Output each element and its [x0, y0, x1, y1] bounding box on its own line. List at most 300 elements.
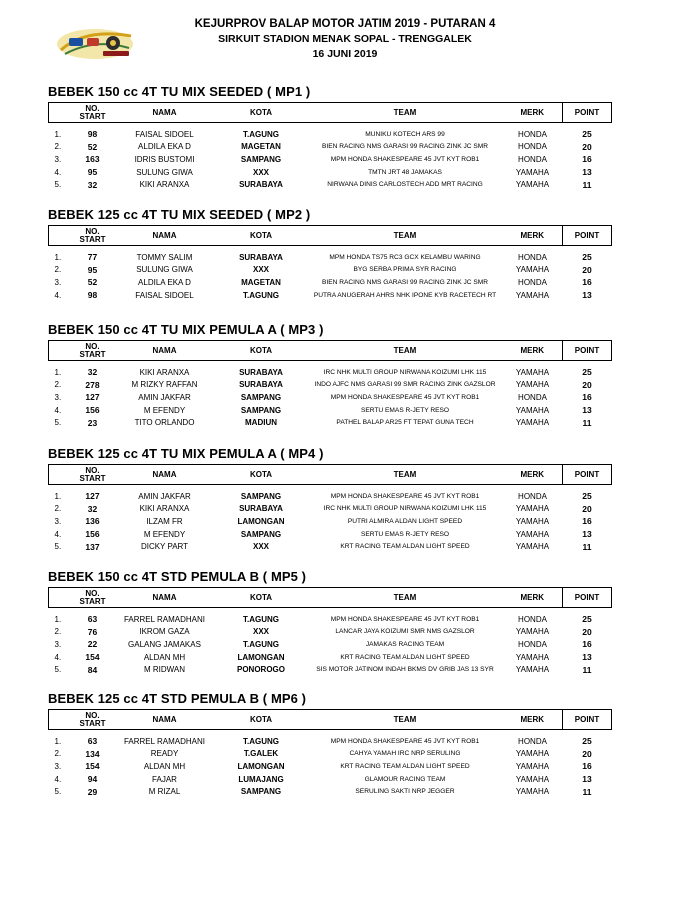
- rider-name-cell: M EFENDY: [143, 405, 186, 415]
- team-cell: KRT RACING TEAM ALDAN LIGHT SPEED: [340, 653, 470, 661]
- header-team: TEAM: [308, 465, 503, 485]
- position-cell: 2.: [54, 380, 62, 390]
- team-cell: KRT RACING TEAM ALDAN LIGHT SPEED: [340, 762, 470, 770]
- start-number-cell: 63: [87, 614, 98, 625]
- start-number-cell: 94: [87, 774, 98, 785]
- position-cell: 2.: [54, 142, 62, 152]
- brand-cell: HONDA: [518, 252, 547, 262]
- table-header-row: [49, 710, 612, 730]
- point-cell: 16: [582, 392, 592, 403]
- team-cell: MPM HONDA SHAKESPEARE 45 JVT KYT ROB1: [330, 155, 480, 163]
- city-cell: SAMPANG: [240, 787, 282, 797]
- point-cell: 11: [582, 664, 592, 675]
- table-row: [49, 166, 612, 179]
- position-cell: 3.: [54, 392, 62, 402]
- point-cell: 16: [582, 761, 592, 772]
- header-start-label: START: [79, 473, 106, 483]
- rider-name-cell: DICKY PART: [140, 542, 189, 552]
- brand-cell: YAMAHA: [515, 516, 550, 526]
- team-cell: TMTN JRT 48 JAMAKAS: [368, 168, 442, 176]
- city-cell: XXX: [252, 265, 269, 275]
- brand-cell: HONDA: [518, 639, 547, 649]
- start-number-cell: 29: [87, 786, 98, 797]
- start-number-cell: 84: [87, 664, 98, 675]
- team-cell: CAHYA YAMAH IRC NRP SERULING: [349, 750, 461, 758]
- start-number-cell: 156: [85, 529, 100, 540]
- start-number-cell: 136: [85, 516, 100, 527]
- team-cell: IRC NHK MULTI GROUP NIRWANA KOIZUMI LHK 115: [323, 368, 487, 376]
- section-title: BEBEK 150 cc 4T TU MIX SEEDED ( MP1 ): [48, 84, 311, 99]
- table-row: [49, 663, 612, 676]
- table-row: [49, 748, 612, 761]
- brand-cell: YAMAHA: [515, 265, 550, 275]
- brand-cell: HONDA: [518, 129, 547, 139]
- table-row: [49, 264, 612, 277]
- header-point: POINT: [563, 588, 612, 608]
- table-row: [49, 613, 612, 626]
- result-section: [48, 691, 611, 798]
- header-point: POINT: [563, 226, 612, 246]
- header-start-label: START: [79, 718, 106, 728]
- table-row: [49, 503, 612, 516]
- table-header-row: [49, 588, 612, 608]
- table-header-row: [49, 103, 612, 123]
- rider-name-cell: ILZAM FR: [146, 516, 183, 526]
- rider-name-cell: GALANG JAMAKAS: [128, 639, 201, 649]
- position-cell: 1.: [54, 736, 62, 746]
- header-start-label: START: [79, 111, 106, 121]
- header-point: POINT: [563, 710, 612, 730]
- rider-name-cell: IDRIS BUSTOMI: [134, 154, 195, 164]
- rider-name-cell: KIKI ARANXA: [139, 180, 190, 190]
- start-number-cell: 32: [87, 179, 98, 190]
- header-no-label: NO.: [85, 710, 100, 720]
- brand-cell: HONDA: [518, 491, 547, 501]
- table-row: [49, 515, 612, 528]
- team-cell: BIEN RACING NMS GARASI 99 RACING ZINK JC SMR: [322, 143, 488, 151]
- rider-name-cell: SULUNG GIWA: [136, 265, 193, 275]
- position-cell: 5.: [54, 542, 62, 552]
- position-cell: 5.: [54, 787, 62, 797]
- table-row: [49, 128, 612, 141]
- header-merk: MERK: [503, 588, 563, 608]
- position-cell: 4.: [54, 290, 62, 300]
- start-number-cell: 95: [87, 264, 98, 275]
- header-start-label: START: [79, 234, 106, 244]
- table-row: [49, 366, 612, 379]
- rider-name-cell: FAISAL SIDOEL: [135, 129, 194, 139]
- brand-cell: YAMAHA: [515, 367, 550, 377]
- table-row: [49, 760, 612, 773]
- table-row: [49, 651, 612, 664]
- team-cell: PUTRA ANUGERAH AHRS NHK IPONE KYB RACETECH RT: [313, 291, 497, 299]
- start-number-cell: 154: [85, 652, 100, 663]
- rider-name-cell: M RIDWAN: [143, 665, 186, 675]
- start-number-cell: 63: [87, 736, 98, 747]
- position-cell: 2.: [54, 265, 62, 275]
- brand-cell: YAMAHA: [515, 652, 550, 662]
- city-cell: LAMONGAN: [237, 761, 285, 771]
- point-cell: 16: [582, 277, 592, 288]
- team-cell: PUTRI ALMIRA ALDAN LIGHT SPEED: [347, 517, 463, 525]
- result-section: [48, 207, 611, 301]
- table-row: [49, 785, 612, 798]
- table-header-row: [49, 341, 612, 361]
- point-cell: 25: [582, 614, 592, 625]
- brand-cell: YAMAHA: [515, 542, 550, 552]
- result-section: [48, 446, 611, 553]
- header-nama: NAMA: [115, 341, 215, 361]
- header-pos: [49, 588, 71, 608]
- point-cell: 25: [582, 491, 592, 502]
- brand-cell: YAMAHA: [515, 290, 550, 300]
- point-cell: 20: [582, 264, 592, 275]
- header-point: POINT: [563, 103, 612, 123]
- city-cell: MAGETAN: [241, 277, 281, 287]
- table-row: [49, 490, 612, 503]
- header-merk: MERK: [503, 465, 563, 485]
- city-cell: XXX: [252, 167, 269, 177]
- brand-cell: YAMAHA: [515, 405, 550, 415]
- city-cell: T.AGUNG: [243, 614, 279, 624]
- table-row: [49, 251, 612, 264]
- city-cell: SURABAYA: [239, 252, 283, 262]
- rider-name-cell: FARREL RAMADHANI: [123, 614, 206, 624]
- city-cell: LUMAJANG: [238, 774, 284, 784]
- point-cell: 13: [582, 652, 592, 663]
- position-cell: 5.: [54, 180, 62, 190]
- header-merk: MERK: [503, 341, 563, 361]
- header-pos: [49, 103, 71, 123]
- brand-cell: YAMAHA: [515, 749, 550, 759]
- start-number-cell: 98: [87, 290, 98, 301]
- header-no-start: [71, 465, 115, 485]
- city-cell: T.AGUNG: [243, 129, 279, 139]
- city-cell: T.AGUNG: [243, 639, 279, 649]
- point-cell: 25: [582, 367, 592, 378]
- table-row: [49, 416, 612, 429]
- start-number-cell: 22: [87, 639, 98, 650]
- rider-name-cell: TITO ORLANDO: [134, 418, 195, 428]
- city-cell: SAMPANG: [240, 392, 282, 402]
- table-row: [49, 626, 612, 639]
- point-cell: 20: [582, 379, 592, 390]
- rider-name-cell: IKROM GAZA: [139, 627, 190, 637]
- position-cell: 3.: [54, 516, 62, 526]
- rider-name-cell: M RIZKY RAFFAN: [131, 380, 198, 390]
- team-cell: SERTU EMAS R-JETY RESO: [360, 406, 450, 414]
- brand-cell: YAMAHA: [515, 529, 550, 539]
- position-cell: 4.: [54, 774, 62, 784]
- rider-name-cell: FAISAL SIDOEL: [135, 290, 194, 300]
- results-table: [48, 709, 612, 798]
- header-point: POINT: [563, 341, 612, 361]
- brand-cell: HONDA: [518, 142, 547, 152]
- point-cell: 25: [582, 129, 592, 140]
- header-pos: [49, 710, 71, 730]
- rider-name-cell: ALDAN MH: [143, 652, 186, 662]
- rider-name-cell: AMIN JAKFAR: [138, 491, 191, 501]
- header-no-label: NO.: [85, 226, 100, 236]
- position-cell: 1.: [54, 129, 62, 139]
- position-cell: 5.: [54, 418, 62, 428]
- header-no-label: NO.: [85, 588, 100, 598]
- table-row: [49, 178, 612, 191]
- results-table: [48, 340, 612, 429]
- table-row: [49, 404, 612, 417]
- team-cell: KRT RACING TEAM ALDAN LIGHT SPEED: [340, 543, 470, 551]
- brand-cell: HONDA: [518, 392, 547, 402]
- page-header: [140, 17, 550, 62]
- point-cell: 16: [582, 154, 592, 165]
- header-team: TEAM: [308, 103, 503, 123]
- team-cell: SIS MOTOR JATINOM INDAH BKMS DV GRIB JAS 13 SYR: [316, 666, 494, 674]
- start-number-cell: 127: [85, 491, 100, 502]
- start-number-cell: 98: [87, 129, 98, 140]
- city-cell: SURABAYA: [239, 504, 283, 514]
- section-title: BEBEK 125 cc 4T TU MIX PEMULA A ( MP4 ): [48, 446, 324, 461]
- city-cell: XXX: [252, 627, 269, 637]
- table-row: [49, 735, 612, 748]
- city-cell: SURABAYA: [239, 180, 283, 190]
- header-team: TEAM: [308, 341, 503, 361]
- start-number-cell: 156: [85, 405, 100, 416]
- header-merk: MERK: [503, 103, 563, 123]
- table-row: [49, 528, 612, 541]
- start-number-cell: 154: [85, 761, 100, 772]
- header-kota: KOTA: [215, 710, 308, 730]
- start-number-cell: 278: [85, 379, 100, 390]
- event-logo: [55, 24, 137, 62]
- header-point: POINT: [563, 465, 612, 485]
- header-no-start: [71, 588, 115, 608]
- header-team: TEAM: [308, 226, 503, 246]
- point-cell: 11: [582, 417, 592, 428]
- brand-cell: YAMAHA: [515, 180, 550, 190]
- point-cell: 25: [582, 252, 592, 263]
- rider-name-cell: SULUNG GIWA: [136, 167, 193, 177]
- brand-cell: YAMAHA: [515, 665, 550, 675]
- team-cell: MPM HONDA SHAKESPEARE 45 JVT KYT ROB1: [330, 615, 480, 623]
- point-cell: 13: [582, 167, 592, 178]
- brand-cell: YAMAHA: [515, 418, 550, 428]
- results-table: [48, 225, 612, 301]
- city-cell: LAMONGAN: [237, 516, 285, 526]
- header-team: TEAM: [308, 588, 503, 608]
- city-cell: XXX: [252, 542, 269, 552]
- position-cell: 1.: [54, 491, 62, 501]
- point-cell: 20: [582, 503, 592, 514]
- team-cell: MPM HONDA SHAKESPEARE 45 JVT KYT ROB1: [330, 393, 480, 401]
- rider-name-cell: FARREL RAMADHANI: [123, 736, 206, 746]
- event-venue: SIRKUIT STADION MENAK SOPAL - TRENGGALEK: [218, 33, 472, 45]
- event-date: 16 JUNI 2019: [312, 48, 378, 60]
- result-section: [48, 569, 611, 676]
- position-cell: 3.: [54, 761, 62, 771]
- start-number-cell: 137: [85, 541, 100, 552]
- rider-name-cell: M RIZAL: [148, 787, 181, 797]
- start-number-cell: 32: [87, 503, 98, 514]
- start-number-cell: 52: [87, 141, 98, 152]
- point-cell: 20: [582, 141, 592, 152]
- position-cell: 5.: [54, 665, 62, 675]
- brand-cell: YAMAHA: [515, 167, 550, 177]
- event-title: KEJURPROV BALAP MOTOR JATIM 2019 - PUTARAN 4: [194, 18, 496, 30]
- position-cell: 2.: [54, 504, 62, 514]
- header-pos: [49, 465, 71, 485]
- start-number-cell: 127: [85, 392, 100, 403]
- city-cell: MADIUN: [245, 418, 277, 428]
- result-section: [48, 84, 611, 191]
- table-row: [49, 638, 612, 651]
- header-team: TEAM: [308, 710, 503, 730]
- city-cell: SAMPANG: [240, 529, 282, 539]
- header-kota: KOTA: [215, 588, 308, 608]
- header-kota: KOTA: [215, 226, 308, 246]
- table-row: [49, 153, 612, 166]
- position-cell: 4.: [54, 167, 62, 177]
- brand-cell: HONDA: [518, 277, 547, 287]
- rider-name-cell: M EFENDY: [143, 529, 186, 539]
- rider-name-cell: ALDAN MH: [143, 761, 186, 771]
- brand-cell: HONDA: [518, 154, 547, 164]
- start-number-cell: 76: [87, 626, 98, 637]
- city-cell: PONOROGO: [236, 665, 285, 675]
- city-cell: SURABAYA: [239, 367, 283, 377]
- point-cell: 16: [582, 516, 592, 527]
- results-table: [48, 464, 612, 553]
- position-cell: 3.: [54, 154, 62, 164]
- point-cell: 13: [582, 405, 592, 416]
- header-merk: MERK: [503, 710, 563, 730]
- table-row: [49, 773, 612, 786]
- header-kota: KOTA: [215, 341, 308, 361]
- rider-name-cell: READY: [150, 749, 179, 759]
- header-nama: NAMA: [115, 710, 215, 730]
- team-cell: MUNIKU KOTECH ARS 99: [365, 130, 445, 138]
- section-title: BEBEK 125 cc 4T STD PEMULA B ( MP6 ): [48, 691, 307, 706]
- team-cell: BIEN RACING NMS GARASI 99 RACING ZINK JC SMR: [322, 278, 488, 286]
- team-cell: MPM HONDA TS75 RC3 GCX KELAMBU WARING: [329, 253, 481, 261]
- point-cell: 20: [582, 748, 592, 759]
- rider-name-cell: ALDILA EKA D: [138, 277, 191, 287]
- header-nama: NAMA: [115, 103, 215, 123]
- rider-name-cell: TOMMY SALIM: [136, 252, 193, 262]
- header-no-start: [71, 103, 115, 123]
- position-cell: 3.: [54, 277, 62, 287]
- point-cell: 20: [582, 626, 592, 637]
- team-cell: NIRWANA DINIS CARLOSTECH ADD MRT RACING: [327, 181, 483, 189]
- header-nama: NAMA: [115, 226, 215, 246]
- brand-cell: YAMAHA: [515, 761, 550, 771]
- brand-cell: YAMAHA: [515, 380, 550, 390]
- team-cell: BYG SERBA PRIMA SYR RACING: [353, 266, 457, 274]
- team-cell: IRC NHK MULTI GROUP NIRWANA KOIZUMI LHK 115: [323, 505, 487, 513]
- rider-name-cell: KIKI ARANXA: [139, 504, 190, 514]
- header-pos: [49, 341, 71, 361]
- point-cell: 13: [582, 290, 592, 301]
- header-no-label: NO.: [85, 341, 100, 351]
- city-cell: SAMPANG: [240, 154, 282, 164]
- team-cell: PATHEL BALAP AR25 FT TEPAT GUNA TECH: [336, 419, 474, 427]
- point-cell: 11: [582, 179, 592, 190]
- team-cell: MPM HONDA SHAKESPEARE 45 JVT KYT ROB1: [330, 737, 480, 745]
- point-cell: 13: [582, 529, 592, 540]
- team-cell: SERULING SAKTI NRP JEGGER: [355, 788, 455, 796]
- header-kota: KOTA: [215, 103, 308, 123]
- city-cell: T.GALEK: [243, 749, 279, 759]
- table-row: [49, 391, 612, 404]
- results-table: [48, 102, 612, 191]
- brand-cell: HONDA: [518, 614, 547, 624]
- header-no-start: [71, 341, 115, 361]
- team-cell: JAMAKAS RACING TEAM: [365, 640, 445, 648]
- header-nama: NAMA: [115, 465, 215, 485]
- position-cell: 4.: [54, 405, 62, 415]
- point-cell: 11: [582, 541, 592, 552]
- header-no-label: NO.: [85, 103, 100, 113]
- brand-cell: YAMAHA: [515, 504, 550, 514]
- rider-name-cell: FAJAR: [152, 774, 177, 784]
- point-cell: 11: [582, 786, 592, 797]
- start-number-cell: 77: [87, 252, 98, 263]
- header-nama: NAMA: [115, 588, 215, 608]
- table-row: [49, 276, 612, 289]
- section-title: BEBEK 125 cc 4T TU MIX SEEDED ( MP2 ): [48, 207, 311, 222]
- brand-cell: YAMAHA: [515, 774, 550, 784]
- position-cell: 1.: [54, 614, 62, 624]
- team-cell: MPM HONDA SHAKESPEARE 45 JVT KYT ROB1: [330, 492, 480, 500]
- start-number-cell: 52: [87, 277, 98, 288]
- header-no-start: [71, 226, 115, 246]
- position-cell: 4.: [54, 529, 62, 539]
- brand-cell: YAMAHA: [515, 627, 550, 637]
- point-cell: 25: [582, 736, 592, 747]
- position-cell: 1.: [54, 367, 62, 377]
- team-cell: GLAMOUR RACING TEAM: [364, 775, 446, 783]
- section-title: BEBEK 150 cc 4T STD PEMULA B ( MP5 ): [48, 569, 307, 584]
- section-title: BEBEK 150 cc 4T TU MIX PEMULA A ( MP3 ): [48, 322, 324, 337]
- result-section: [48, 322, 611, 429]
- start-number-cell: 23: [87, 417, 98, 428]
- position-cell: 2.: [54, 627, 62, 637]
- city-cell: LAMONGAN: [237, 652, 285, 662]
- start-number-cell: 95: [87, 167, 98, 178]
- table-row: [49, 379, 612, 392]
- city-cell: SAMPANG: [240, 491, 282, 501]
- team-cell: LANCAR JAYA KOIZUMI SMR NMS GAZSLOR: [335, 628, 475, 636]
- city-cell: MAGETAN: [241, 142, 281, 152]
- header-no-label: NO.: [85, 465, 100, 475]
- rider-name-cell: ALDILA EKA D: [138, 142, 191, 152]
- table-row: [49, 141, 612, 154]
- city-cell: T.AGUNG: [243, 736, 279, 746]
- rider-name-cell: AMIN JAKFAR: [138, 392, 191, 402]
- header-start-label: START: [79, 596, 106, 606]
- header-start-label: START: [79, 349, 106, 359]
- city-cell: SURABAYA: [239, 380, 283, 390]
- brand-cell: HONDA: [518, 736, 547, 746]
- header-no-start: [71, 710, 115, 730]
- team-cell: SERTU EMAS R-JETY RESO: [360, 530, 450, 538]
- position-cell: 3.: [54, 639, 62, 649]
- position-cell: 1.: [54, 252, 62, 262]
- position-cell: 2.: [54, 749, 62, 759]
- rider-name-cell: KIKI ARANXA: [139, 367, 190, 377]
- table-row: [49, 289, 612, 302]
- start-number-cell: 163: [85, 154, 100, 165]
- team-cell: INDO AJFC NMS GARASI 99 SMR RACING ZINK GAZSLOR: [314, 381, 496, 389]
